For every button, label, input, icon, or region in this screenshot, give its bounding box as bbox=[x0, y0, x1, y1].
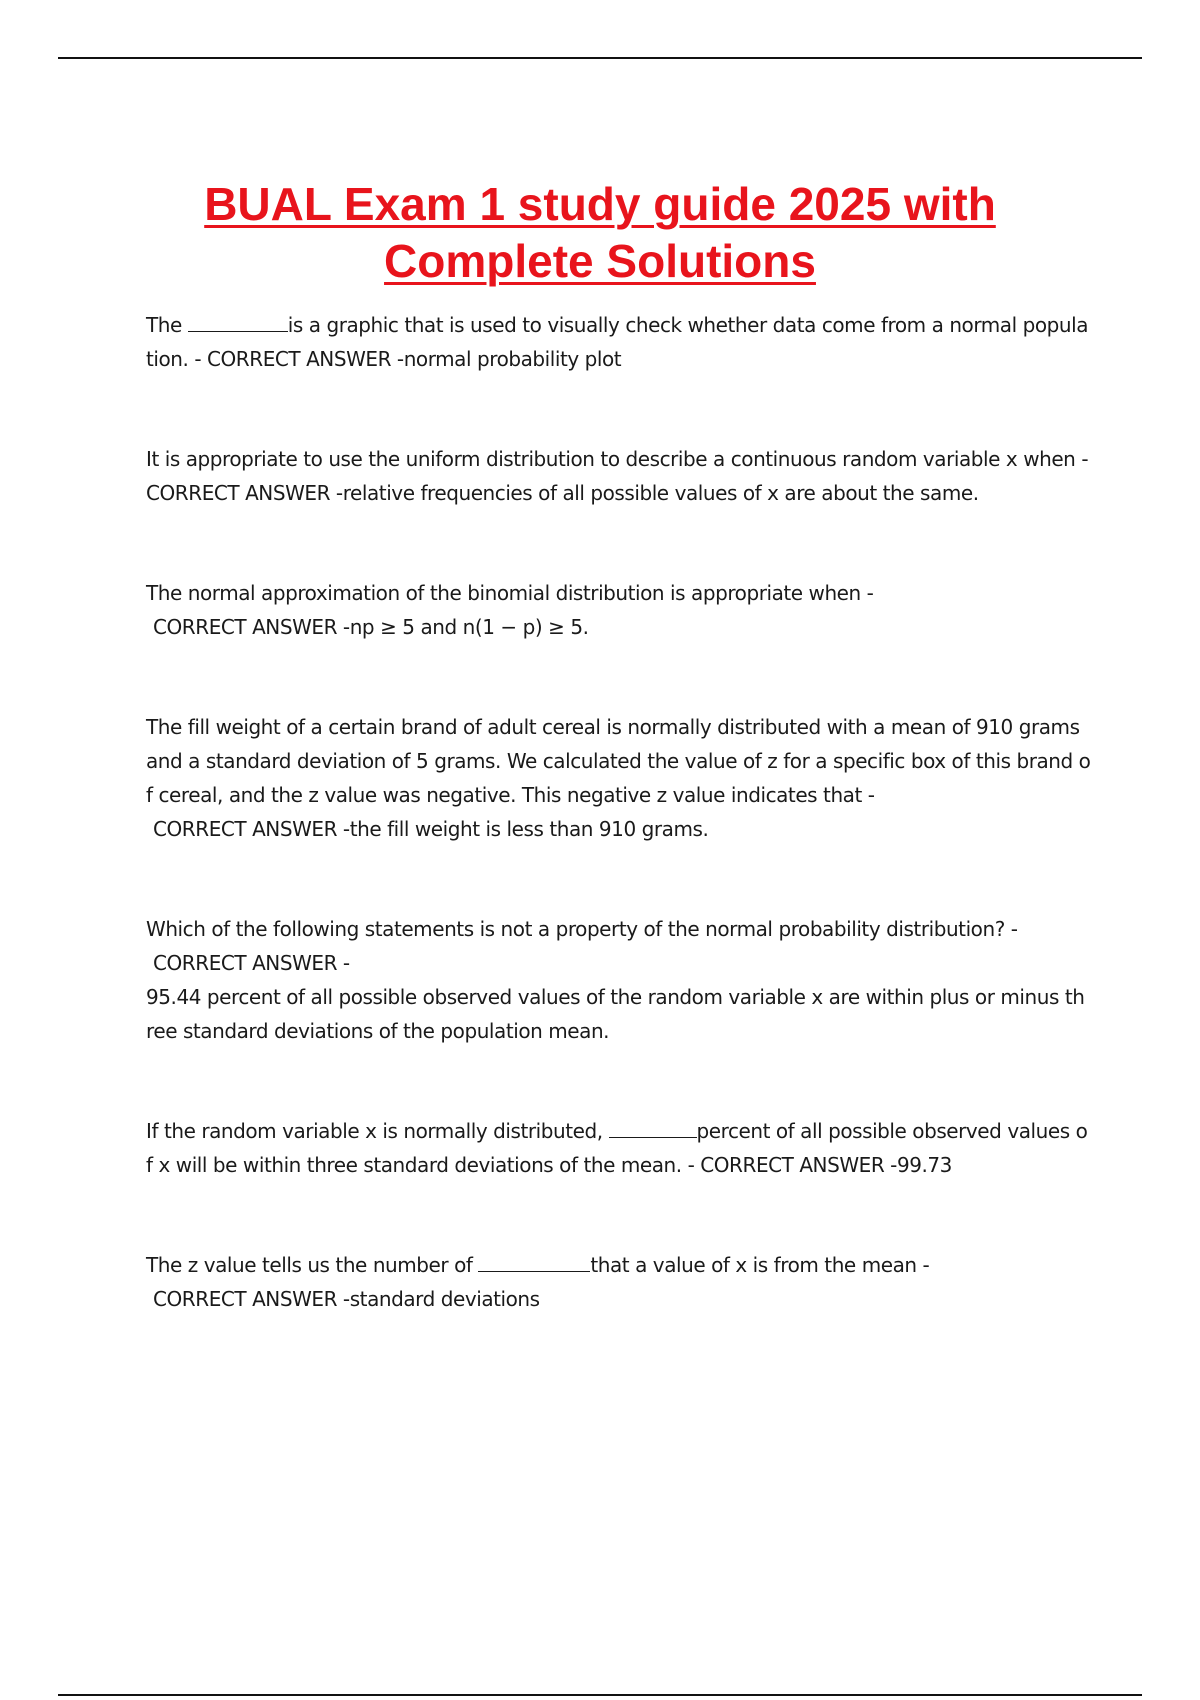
answer-text: the fill weight is less than 910 grams. bbox=[349, 817, 709, 841]
qa-item bbox=[146, 912, 1092, 1048]
question-text: It is appropriate to use the uniform distribution to describe a continuous random variable x when bbox=[146, 447, 1076, 471]
document-title bbox=[100, 176, 1100, 290]
answer-line bbox=[146, 946, 1092, 980]
qa-item bbox=[146, 710, 1092, 846]
answer-label: CORRECT ANSWER - bbox=[153, 1287, 350, 1311]
answer-line bbox=[146, 812, 1092, 846]
title-line-2: Complete Solutions bbox=[384, 234, 816, 287]
qa-item bbox=[146, 442, 1092, 510]
question-text: The fill weight of a certain brand of adult cereal is normally distributed with a mean of 910 grams and a standard deviation of 5 grams. We calculated the value of z for a specific box of this brand of cereal, and the z value was negative. This negative z value indicates that - bbox=[146, 715, 1091, 807]
answer-label: CORRECT ANSWER - bbox=[153, 951, 350, 975]
top-rule bbox=[58, 57, 1142, 59]
qa-item bbox=[146, 576, 1092, 644]
qa-list bbox=[146, 308, 1092, 1382]
answer-text: 95.44 percent of all possible observed values of the random variable x are within plus or minus three standard deviations of the population mean. bbox=[146, 985, 1085, 1043]
fill-in-blank bbox=[478, 1251, 590, 1272]
bottom-rule bbox=[58, 1694, 1142, 1696]
answer-line bbox=[146, 1282, 1092, 1316]
answer-text: standard deviations bbox=[349, 1287, 540, 1311]
qa-item bbox=[146, 1114, 1092, 1182]
qa-item bbox=[146, 1248, 1092, 1316]
answer-line bbox=[146, 610, 1092, 644]
answer-text: np ≥ 5 and n(1 − p) ≥ 5. bbox=[349, 615, 589, 639]
answer-label: CORRECT ANSWER - bbox=[153, 615, 350, 639]
answer-label: - CORRECT ANSWER - bbox=[188, 347, 404, 371]
question-text: percent of all possible observed values of x will be within three standard deviations of the mean. bbox=[146, 1119, 1088, 1177]
answer-text: relative frequencies of all possible values of x are about the same. bbox=[342, 481, 979, 505]
question-text: Which of the following statements is not a property of the normal probability distribution? - bbox=[146, 917, 1018, 941]
question-text: that a value of x is from the mean - bbox=[590, 1253, 930, 1277]
question-text: The normal approximation of the binomial distribution is appropriate when - bbox=[146, 581, 874, 605]
fill-in-blank bbox=[609, 1117, 697, 1138]
title-line-1: BUAL Exam 1 study guide 2025 with bbox=[204, 177, 996, 230]
qa-item bbox=[146, 308, 1092, 376]
answer-label: - CORRECT ANSWER - bbox=[681, 1153, 897, 1177]
question-text: If the random variable x is normally distributed, bbox=[146, 1119, 609, 1143]
answer-text: 99.73 bbox=[896, 1153, 952, 1177]
question-text: is a graphic that is used to visually check whether data come from a normal population. bbox=[146, 313, 1089, 371]
answer-label: - CORRECT ANSWER - bbox=[146, 447, 1089, 505]
answer-text: normal probability plot bbox=[403, 347, 622, 371]
question-text: The z value tells us the number of bbox=[146, 1253, 479, 1277]
fill-in-blank bbox=[188, 311, 288, 332]
answer-label: CORRECT ANSWER - bbox=[153, 817, 350, 841]
question-text: The bbox=[146, 313, 188, 337]
